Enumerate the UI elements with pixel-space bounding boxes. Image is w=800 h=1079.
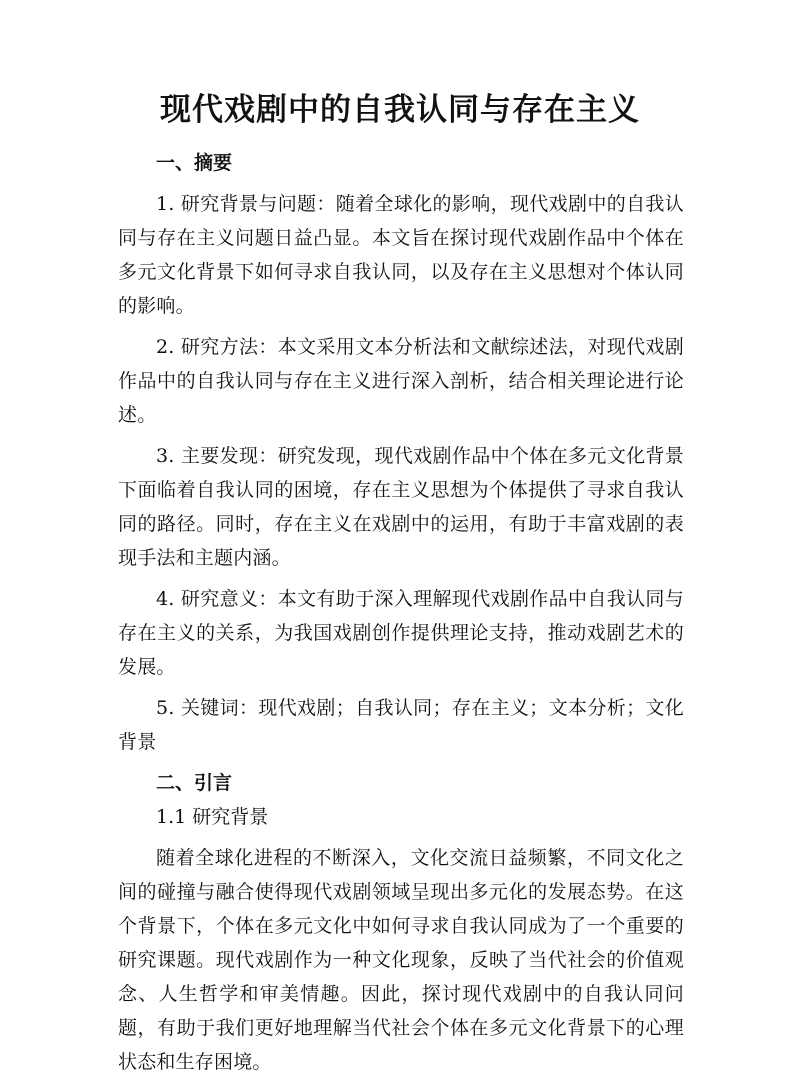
document-body [118,146,684,1079]
section-heading-abstract: 一、摘要 [156,152,233,174]
abstract-paragraph-method: 2. 研究方法：本文采用文本分析法和文献综述法，对现代戏剧作品中的自我认同与存在主义进行深入剖析，结合相关理论进行论述。 [118,336,684,426]
abstract-paragraph-keywords: 5. 关键词：现代戏剧；自我认同；存在主义；文本分析；文化背景 [118,697,684,753]
abstract-paragraph-findings: 3. 主要发现：研究发现，现代戏剧作品中个体在多元文化背景下面临着自我认同的困境，存在主义思想为个体提供了寻求自我认同的路径。同时，存在主义在戏剧中的运用，有助于丰富戏剧的表现手法和主题内涵。 [118,445,684,569]
subsection-heading-background: 1.1 研究背景 [156,806,269,828]
document-title: 现代戏剧中的自我认同与存在主义 [160,92,640,128]
section-heading-introduction: 二、引言 [156,772,233,794]
abstract-paragraph-significance: 4. 研究意义：本文有助于深入理解现代戏剧作品中自我认同与存在主义的关系，为我国戏剧创作提供理论支持，推动戏剧艺术的发展。 [118,588,684,678]
abstract-paragraph-background: 1. 研究背景与问题：随着全球化的影响，现代戏剧中的自我认同与存在主义问题日益凸显。本文旨在探讨现代戏剧作品中个体在多元文化背景下如何寻求自我认同，以及存在主义思想对个体认同的影响。 [118,193,684,317]
introduction-paragraph: 随着全球化进程的不断深入，文化交流日益频繁，不同文化之间的碰撞与融合使得现代戏剧领域呈现出多元化的发展态势。在这个背景下，个体在多元文化中如何寻求自我认同成为了一个重要的研究课题。现代戏剧作为一种文化现象，反映了当代社会的价值观念、人生哲学和审美情趣。因此，探讨现代戏剧中的自我认同问题，有助于我们更好地理解当代社会个体在多元文化背景下的心理状态和生存困境。 [118,847,684,1073]
